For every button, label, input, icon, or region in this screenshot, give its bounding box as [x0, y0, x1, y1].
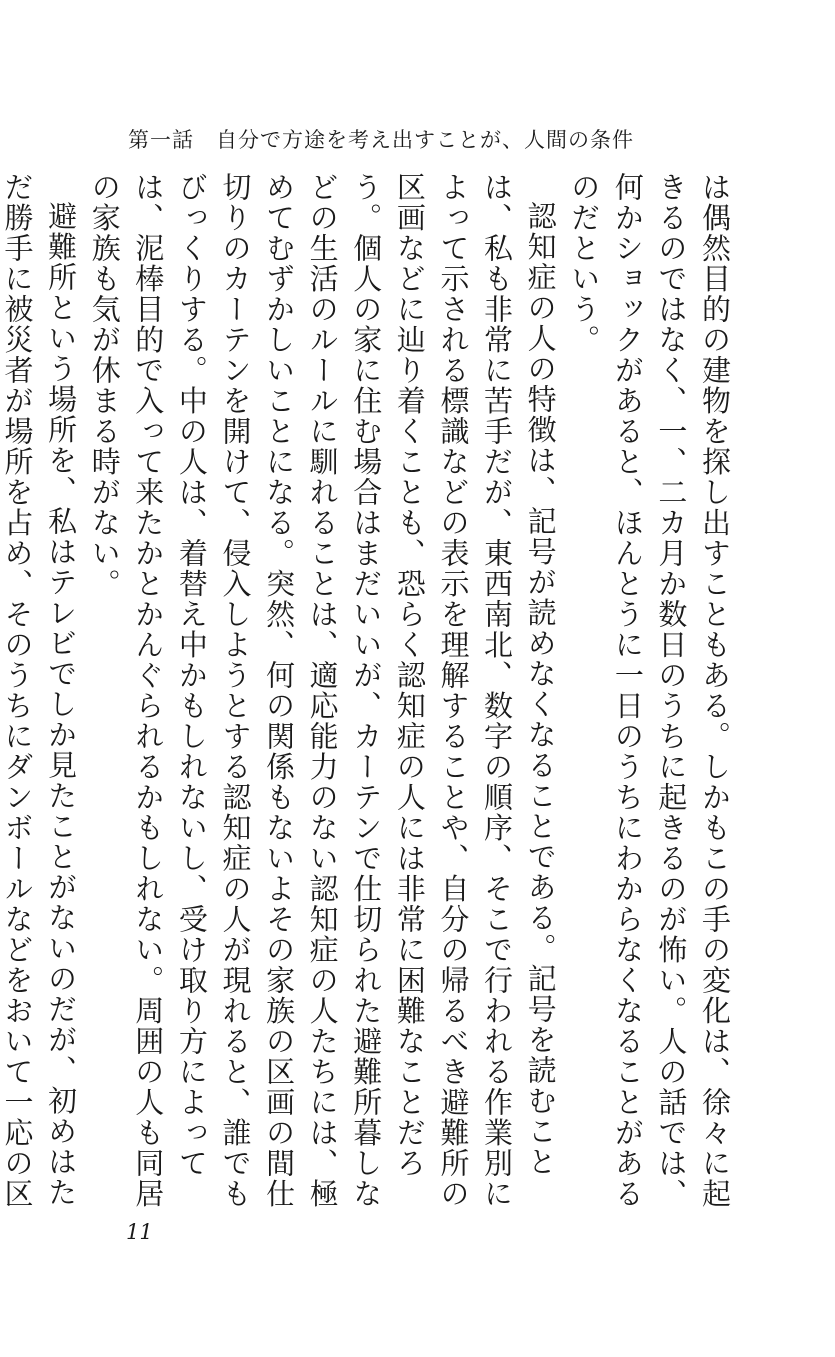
- body-text: [0, 172, 736, 1217]
- page-number: 11: [126, 1220, 153, 1244]
- running-header: 第一話 自分で方途を考え出すことが、人間の条件: [128, 128, 634, 152]
- paragraph-2: 認知症の人の特徴は、記号が読めなくなることである。記号を読むことは、私も非常に苦手だが、東西南北、数字の順序、そこで行われる作業別によって示される標識などの表示を理解することや、自分の帰るべき避難所の区画などに辿り着くことも、恐らく認知症の人には非常に困難なことだろう。個人の家に住む場合はまだいいが、カーテンで仕切られた避難所暮しなどの生活のルールに馴れることは、適応能力のない認知症の人たちには、極めてむずかしいことになる。突然、何の関係もないよその家族の区画の間仕切りのカーテンを開けて、侵入しようとする認知症の人が現れると、誰でもびっくりする。中の人は、着替え中かもしれないし、受け取り方によっては、泥棒目的で入って来たかとかんぐられるかもしれない。周囲の人も同居の家族も気が休まる時がない。: [87, 172, 558, 1209]
- paragraph-1: は偶然目的の建物を探し出すこともある。しかもこの手の変化は、徐々に起きるのではなく、一、二カ月か数日のうちに起きるのが怖い。人の話では、何かショックがあると、ほんとうに一日のうちにわからなくなることがあるのだという。: [567, 172, 732, 1209]
- paragraph-3: 避難所という場所を、私はテレビでしか見たことがないのだが、初めはただ勝手に被災者が場所を占め、そのうちにダンボールなどをおいて一応の区: [0, 172, 79, 1209]
